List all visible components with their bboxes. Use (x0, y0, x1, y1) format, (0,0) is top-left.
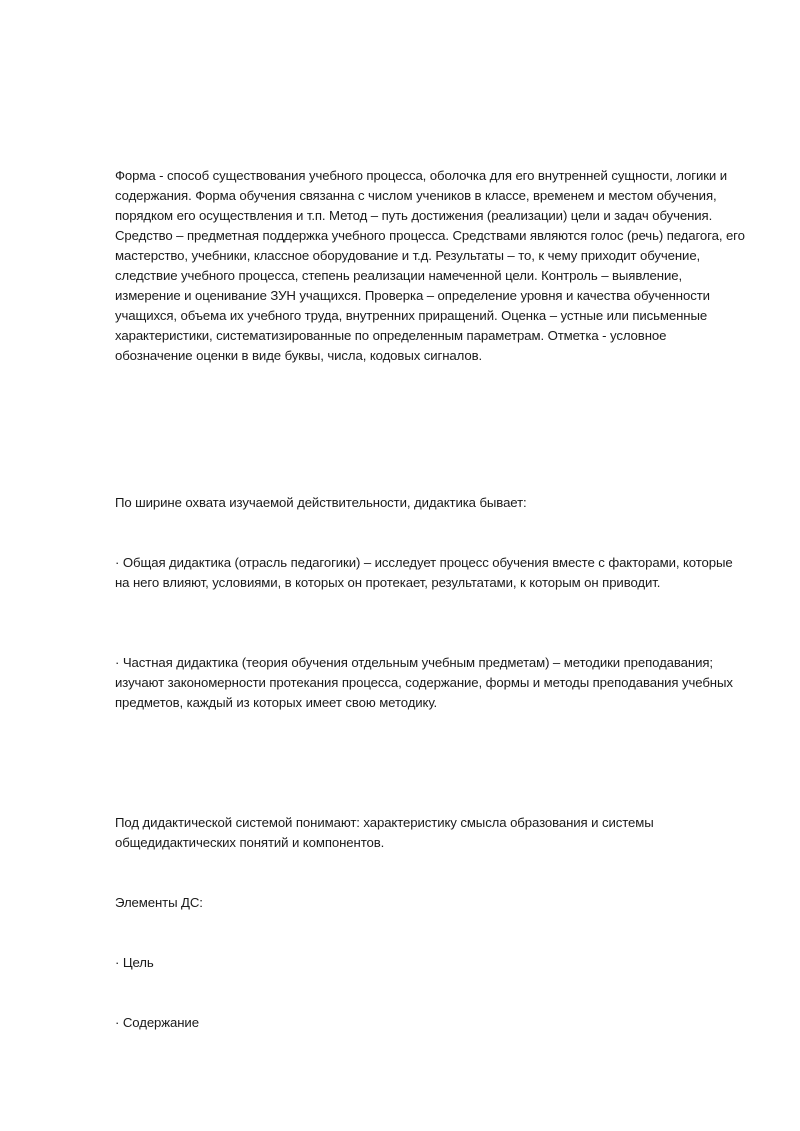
paragraph-didactics-types-intro: По ширине охвата изучаемой действительности, дидактика бывает: (115, 495, 527, 510)
list-item-private-didactics: · Частная дидактика (теория обучения отдельным учебным предметам) – методики преподавания; изучают закономерности протекания процесса, содержание, формы и методы преподавания учебных предметов, каждый из которых имеет свою методику. (115, 655, 733, 710)
list-item-goal: · Цель (115, 955, 154, 970)
paragraph-form-method-definitions: Форма - способ существования учебного процесса, оболочка для его внутренней сущности, логики и содержания. Форма обучения связанна с числом учеников в классе, временем и местом обучения, порядком его осуществления и т.п. Метод – путь достижения (реализации) цели и задач обучения. Средство – предметная поддержка учебного процесса. Средствами являются голос (речь) педагога, его мастерство, учебники, классное оборудование и т.д. Результаты – то, к чему приходит обучение, следствие учебного процесса, степень реализации намеченной цели. Контроль – выявление, измерение и оценивание ЗУН учащихся. Проверка – определение уровня и качества обученности учащихся, объема их учебного труда, внутренних приращений. Оценка – устные или письменные характеристики, систематизированные по определенным параметрам. Отметка - условное обозначение оценки в виде буквы, числа, кодовых сигналов. (115, 168, 745, 363)
paragraph-ds-elements-heading: Элементы ДС: (115, 895, 203, 910)
paragraph-didactic-system-definition: Под дидактической системой понимают: характеристику смысла образования и системы общедидактических понятий и компонентов. (115, 815, 654, 850)
list-item-general-didactics: · Общая дидактика (отрасль педагогики) – исследует процесс обучения вместе с факторами, которые на него влияют, условиями, в которых он протекает, результатами, к которым он приводит. (115, 555, 733, 590)
list-item-content: · Содержание (115, 1015, 199, 1030)
